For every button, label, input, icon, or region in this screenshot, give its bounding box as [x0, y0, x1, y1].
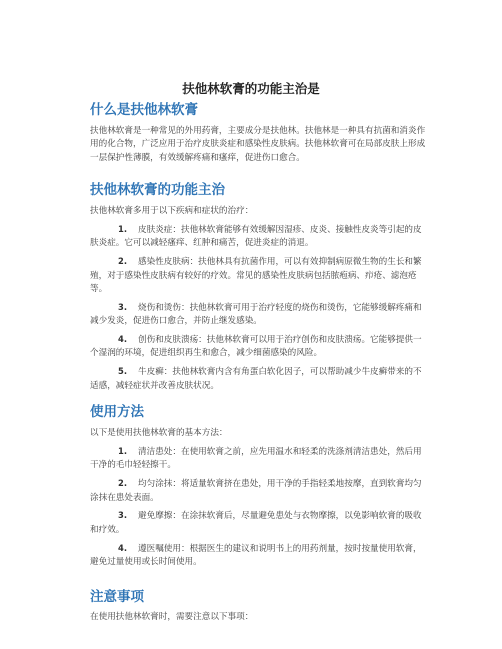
section-heading-what-is: 什么是扶他林软膏 — [90, 102, 198, 118]
section-heading-indications: 扶他林软膏的功能主治 — [90, 182, 225, 198]
indications-list — [90, 223, 428, 397]
list-item: 2. 均匀涂抹：将适量软膏挤在患处，用干净的手指轻柔地按摩，直到软膏均匀涂抹在患处表面。 — [90, 478, 422, 503]
list-item: 1. 清洁患处：在使用软膏之前，应先用温水和轻柔的洗涤剂清洁患处，然后用干净的毛巾轻轻擦干。 — [90, 446, 422, 471]
list-item: 2. 感染性皮肤病：扶他林具有抗菌作用，可以有效抑制病原微生物的生长和繁殖，对于感染性皮肤病有较好的疗效。常见的感染性皮肤病包括脓疱病、疖疮、滤泡疮等。 — [90, 256, 422, 295]
section-intro-precautions: 在使用扶他林软膏时，需要注意以下事项： — [90, 612, 254, 622]
section-intro-indications: 扶他林软膏多用于以下疾病和症状的治疗： — [90, 206, 254, 216]
section-paragraph-what-is: 扶他林软膏是一种常见的外用药膏，主要成分是扶他林。扶他林是一种具有抗菌和消炎作用的化合物，广泛应用于治疗皮肤炎症和感染性皮肤病。扶他林软膏可在局部皮肤上形成一层保护性薄膜，有效缓解疼痛和瘙痒，促进伤口愈合。 — [90, 126, 426, 163]
document-title: 扶他林软膏的功能主治是 — [182, 81, 320, 96]
section-heading-precautions: 注意事项 — [90, 589, 144, 605]
list-item: 1. 皮肤炎症：扶他林软膏能够有效缓解因湿疹、皮炎、接触性皮炎等引起的皮肤炎症。它可以减轻瘙痒、红肿和痛苦，促进炎症的消退。 — [90, 224, 422, 249]
list-item: 4. 遵医嘱使用：根据医生的建议和说明书上的用药剂量，按时按量使用软膏，避免过量使用或长时间使用。 — [90, 542, 422, 568]
list-item: 3. 避免摩擦：在涂抹软膏后，尽量避免患处与衣物摩擦，以免影响软膏的吸收和疗效。 — [90, 510, 422, 535]
list-item: 5. 牛皮癣：扶他林软膏内含有角蛋白软化因子，可以帮助减少牛皮癣带来的不适感，减轻症状并改善皮肤状况。 — [90, 366, 422, 391]
usage-list — [90, 445, 428, 574]
list-item: 4. 创伤和皮肤溃疡：扶他林软膏可以用于治疗创伤和皮肤溃疡。它能够提供一个湿润的环境，促进组织再生和愈合，减少细菌感染的风险。 — [90, 334, 422, 359]
section-heading-usage: 使用方法 — [90, 404, 144, 420]
section-intro-usage: 以下是使用扶他林软膏的基本方法： — [90, 428, 228, 438]
list-item: 3. 烧伤和烫伤：扶他林软膏可用于治疗轻度的烧伤和烫伤，它能够缓解疼痛和减少发炎，促进伤口愈合，并防止继发感染。 — [90, 301, 422, 327]
